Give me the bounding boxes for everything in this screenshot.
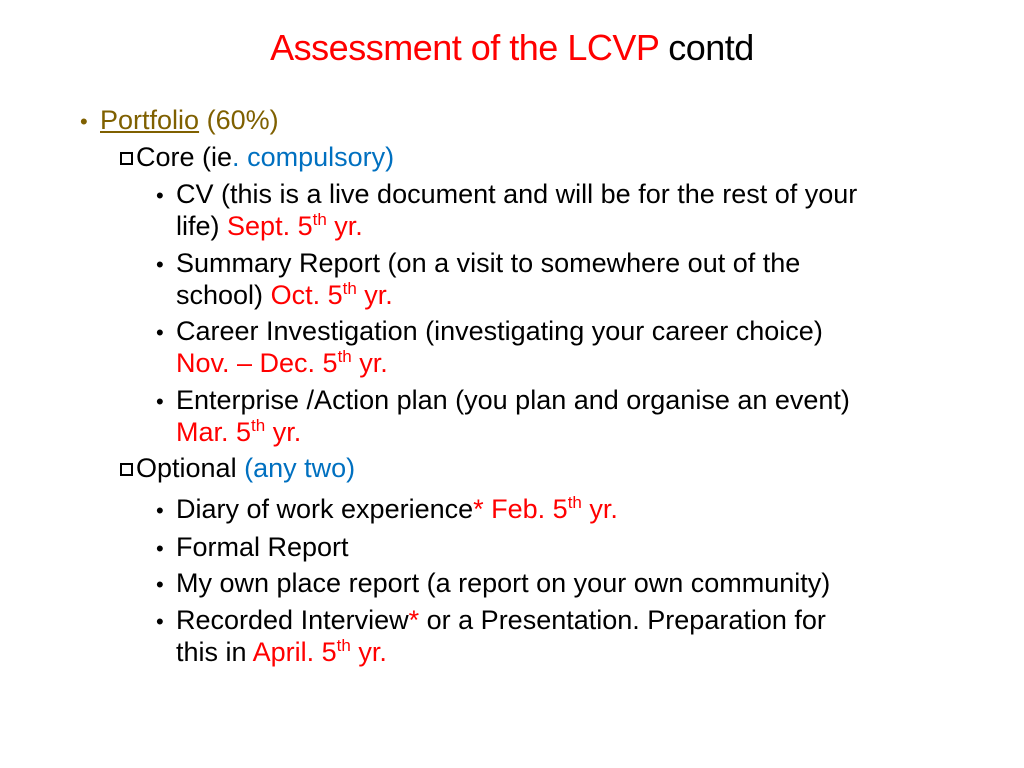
optional-item-text: Recorded Interview bbox=[176, 605, 409, 635]
list-item-continuation bbox=[176, 346, 388, 380]
optional-item-text: My own place report (a report on your own community) bbox=[176, 568, 831, 598]
bullet-icon: • bbox=[156, 183, 164, 208]
list-item-continuation bbox=[176, 278, 393, 312]
bullet-icon: • bbox=[156, 389, 164, 414]
title-main: Assessment of the LCVP bbox=[270, 27, 659, 68]
optional-label: Optional bbox=[136, 453, 237, 483]
list-item bbox=[156, 246, 800, 282]
list-item bbox=[156, 603, 826, 639]
core-label: Core (ie bbox=[136, 142, 233, 172]
checkbox-square-icon bbox=[120, 463, 133, 476]
optional-note: (any two) bbox=[244, 453, 356, 483]
list-item-continuation bbox=[176, 415, 301, 449]
core-item-line2: life) bbox=[176, 211, 220, 241]
core-item-line2: school) bbox=[176, 280, 264, 310]
core-heading bbox=[120, 140, 394, 174]
list-item bbox=[156, 566, 830, 602]
list-item-continuation bbox=[176, 209, 363, 243]
core-item-text: Summary Report (on a visit to somewhere out of the bbox=[176, 248, 801, 278]
due-date: Mar. 5th yr. bbox=[176, 416, 302, 447]
bullet-icon: • bbox=[156, 536, 164, 561]
bullet-icon: • bbox=[80, 109, 88, 134]
title-suffix: contd bbox=[668, 27, 754, 68]
optional-heading bbox=[120, 451, 355, 485]
checkbox-square-icon bbox=[120, 152, 133, 165]
bullet-icon: • bbox=[156, 572, 164, 597]
portfolio-line bbox=[80, 103, 279, 139]
optional-item-line2: this in bbox=[176, 637, 247, 667]
due-date: Oct. 5th yr. bbox=[270, 279, 393, 310]
core-item-text: Career Investigation (investigating your career choice) bbox=[176, 316, 823, 346]
optional-item-rest: or a Presentation. Preparation for bbox=[426, 605, 826, 635]
optional-item-text: Formal Report bbox=[176, 532, 349, 562]
slide-title bbox=[0, 24, 1024, 72]
list-item bbox=[156, 530, 349, 566]
core-dot: . bbox=[232, 142, 240, 172]
bullet-icon: • bbox=[156, 320, 164, 345]
portfolio-link[interactable]: Portfolio bbox=[100, 105, 200, 135]
core-item-text: Enterprise /Action plan (you plan and organise an event) bbox=[176, 385, 850, 415]
due-date: April. 5th yr. bbox=[252, 636, 387, 667]
optional-item-text: Diary of work experience bbox=[176, 494, 474, 524]
core-note: compulsory) bbox=[247, 142, 395, 172]
list-item bbox=[156, 492, 618, 528]
due-date: Nov. – Dec. 5th yr. bbox=[176, 347, 388, 378]
due-date: Sept. 5th yr. bbox=[227, 210, 363, 241]
list-item bbox=[156, 383, 850, 419]
bullet-icon: • bbox=[156, 252, 164, 277]
asterisk: * bbox=[408, 605, 420, 635]
list-item bbox=[156, 177, 857, 213]
list-item bbox=[156, 314, 823, 350]
asterisk: * bbox=[473, 494, 484, 524]
due-date: Feb. 5th yr. bbox=[491, 493, 618, 524]
bullet-icon: • bbox=[156, 498, 164, 523]
bullet-icon: • bbox=[156, 609, 164, 634]
portfolio-weight: (60%) bbox=[206, 105, 279, 135]
core-item-text: CV (this is a live document and will be for the rest of your bbox=[176, 179, 858, 209]
list-item-continuation bbox=[176, 635, 387, 669]
